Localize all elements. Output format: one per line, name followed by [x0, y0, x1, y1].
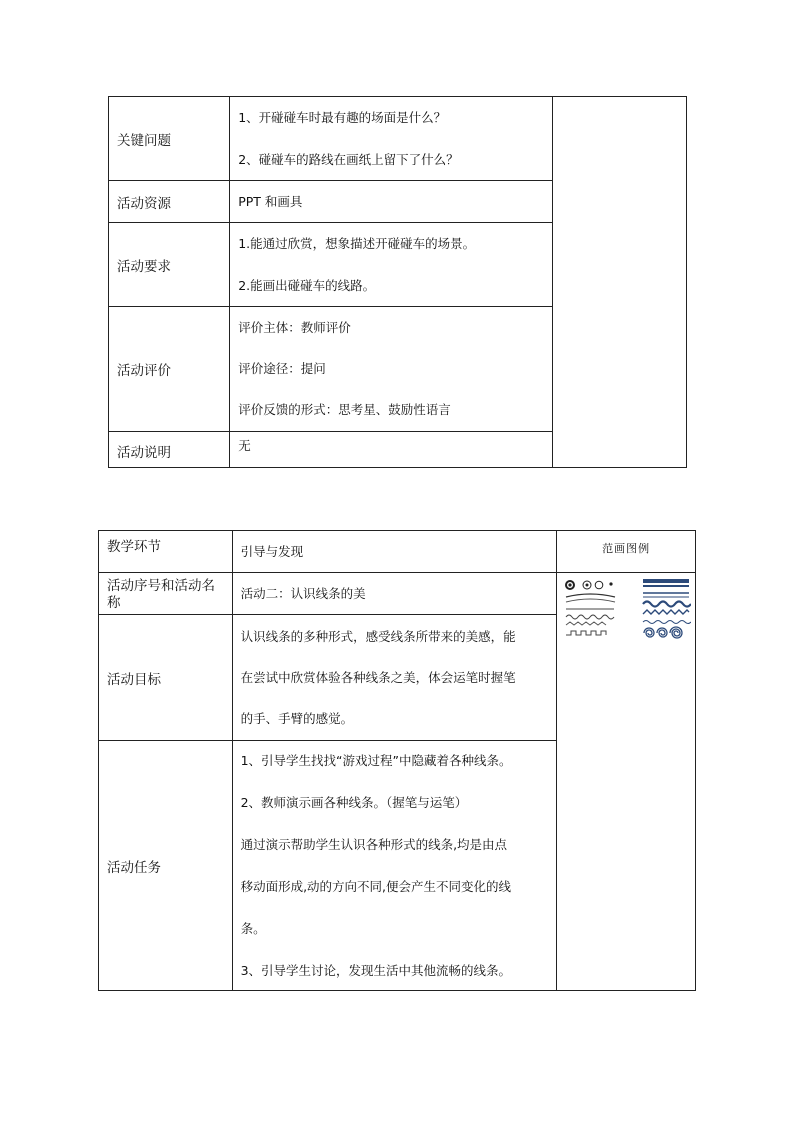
- example-title-cell: [557, 531, 696, 573]
- row-key-questions: [109, 97, 687, 181]
- resources-content: [230, 181, 553, 223]
- notes-label: 活动说明: [109, 432, 230, 468]
- row-activity-name: [99, 573, 696, 615]
- requirement-1: 1.能通过欣赏，想象描述开碰碰车的场景。: [238, 235, 476, 251]
- evaluation-label: 活动评价: [109, 307, 230, 432]
- goal-line-2: 在尝试中欣赏体验各种线条之美，体会运笔时握笔: [240, 670, 516, 685]
- stage-value: 引导与发现: [240, 543, 304, 559]
- key-question-1: 1、开碰碰车时最有趣的场面是什么？: [238, 109, 447, 125]
- evaluation-feedback: 评价反馈的形式：思考星、鼓励性语言: [238, 402, 451, 417]
- lesson-info-table-1: [108, 96, 687, 468]
- goal-line-3: 的手、手臂的感觉。: [240, 711, 354, 726]
- key-questions-label: 关键问题: [109, 97, 230, 181]
- requirement-2: 2.能画出碰碰车的线路。: [238, 277, 376, 293]
- lesson-info-table-2: [98, 530, 696, 991]
- goal-content: [232, 615, 557, 741]
- key-questions-content: [230, 97, 553, 181]
- line-examples-illustration: [565, 573, 691, 653]
- stage-content: [232, 531, 557, 573]
- task-3: 3、引导学生讨论，发现生活中其他流畅的线条。: [240, 963, 512, 978]
- requirements-content: [230, 223, 553, 307]
- key-question-2: 2、碰碰车的路线在画纸上留下了什么？: [238, 151, 459, 167]
- activity-name-content: [232, 573, 557, 615]
- task-2-detail-1: 通过演示帮助学生认识各种形式的线条,均是由点: [240, 837, 508, 852]
- resources-value: PPT 和画具: [238, 193, 303, 209]
- row-stage: [99, 531, 696, 573]
- notes-content: [230, 432, 553, 468]
- evaluation-method: 评价途径：提问: [238, 361, 326, 376]
- activity-name-value: 活动二：认识线条的美: [240, 585, 366, 601]
- stage-label: 教学环节: [99, 531, 233, 573]
- task-2-detail-2: 移动面形成,动的方向不同,便会产生不同变化的线: [240, 879, 512, 894]
- evaluation-content: [230, 307, 553, 432]
- side-column-empty: [552, 97, 686, 468]
- example-image-cell: [557, 573, 696, 991]
- activity-name-label: 活动序号和活动名称: [99, 573, 233, 615]
- requirements-label: 活动要求: [109, 223, 230, 307]
- goal-label: 活动目标: [99, 615, 233, 741]
- example-title: 范画图例: [602, 542, 651, 555]
- task-2: 2、教师演示画各种线条。（握笔与运笔）: [240, 795, 468, 810]
- tasks-label: 活动任务: [99, 741, 233, 991]
- notes-value: 无: [238, 438, 251, 453]
- task-2-detail-3: 条。: [240, 921, 266, 936]
- task-1: 1、引导学生找找“游戏过程”中隐藏着各种线条。: [240, 753, 512, 768]
- resources-label: 活动资源: [109, 181, 230, 223]
- evaluation-subject: 评价主体：教师评价: [238, 320, 351, 335]
- goal-line-1: 认识线条的多种形式，感受线条所带来的美感，能: [240, 629, 516, 644]
- tasks-content: [232, 741, 557, 991]
